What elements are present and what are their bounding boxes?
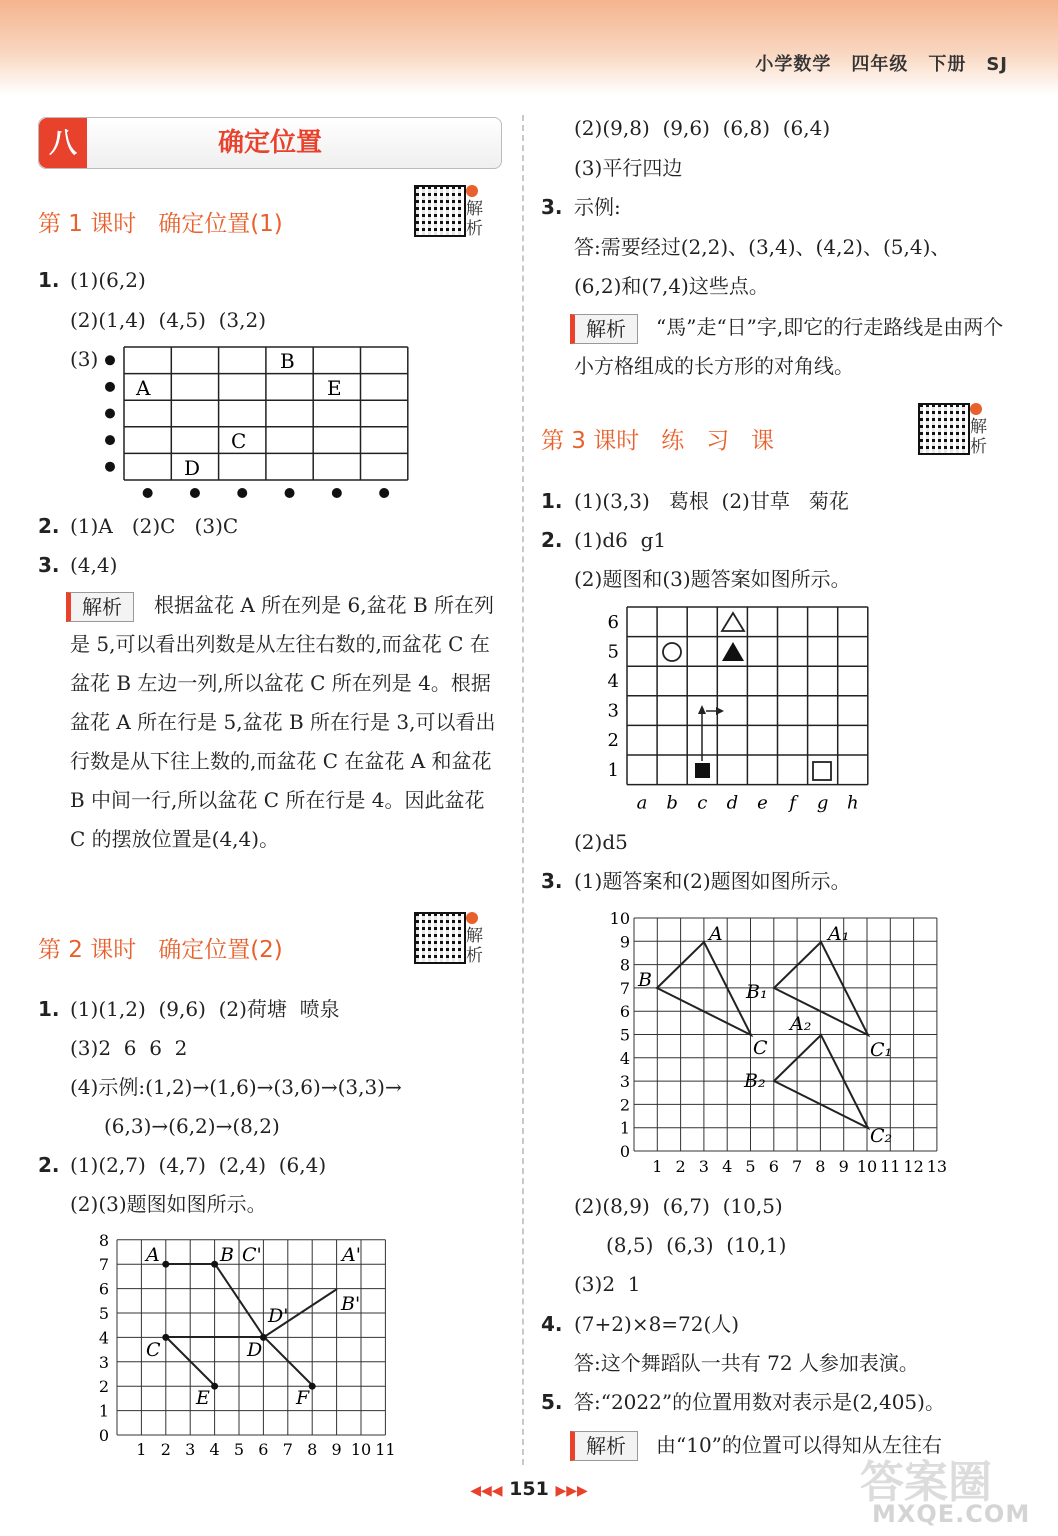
q-number: 1. [38,268,60,292]
x-tick-label: 6 [768,1157,779,1176]
y-tick-label: 4 [619,1048,630,1068]
y-tick-label: 5 [619,1025,630,1045]
x-tick-label: 1 [136,1440,147,1459]
label-d: D [247,1339,263,1361]
lesson2-title: 第 2 课时 确定位置(2) [38,937,283,963]
label-c: C [753,1037,768,1059]
unit-number: 八 [39,118,87,168]
label-a: A [146,1244,160,1266]
column-label: d [726,792,739,814]
label-c: C [146,1339,161,1361]
y-tick-label: 9 [619,932,630,952]
analysis-tag: 解析 [66,592,134,622]
l1-q1-3: (3) [70,347,99,371]
row-label: 2 [607,730,619,752]
x-tick-label: 12 [903,1157,924,1176]
header-volume: 下册 [928,54,967,75]
y-tick-label: 6 [619,1002,630,1022]
label-b1: B₁ [746,981,768,1003]
l2-q3-2: (2)(9,8) (9,6) (6,8) (6,4) [574,116,831,140]
label-f: F [296,1387,310,1409]
column-label: b [666,792,678,814]
x-tick-label: 6 [258,1440,269,1459]
analysis-tag: 解析 [570,314,638,344]
x-tick-label: 11 [880,1157,901,1176]
q-number: 1. [541,489,563,513]
y-tick-label: 7 [619,978,630,998]
l3-q4: (7+2)×8=72(人) [574,1312,740,1336]
l1-analysis: 根据盆花 A 所在列是 6,盆花 B 所在列是 5,可以看出列数是从左往右数的,而盆花 C 在盆花 B 左边一列,所以盆花 C 所在列是 4。根据盆花 A 所在行是 5,盆花 B 所在行是 3,可以看出行数是从下往上数的,而盆花 C 在盆花 A 和盆花 B 中间一行,所以盆花 C 所在行是 4。因此盆花 C 的摆放位置是(4,4)。 [70,593,496,851]
q-number: 2. [541,528,563,552]
x-tick-label: 8 [815,1157,826,1176]
grid-label-d: D [184,456,201,480]
x-tick-label: 2 [675,1157,686,1176]
grid-label-a: A [136,376,151,400]
x-tick-label: 9 [838,1157,849,1176]
y-tick-label: 1 [98,1401,109,1421]
q-number: 2. [38,514,60,538]
column-label: a [636,792,648,814]
label-d-prime: D' [268,1305,289,1327]
l3-q5: 答:“2022”的位置用数对表示是(2,405)。 [574,1390,945,1414]
x-tick-label: 10 [350,1440,372,1459]
y-tick-label: 7 [98,1255,109,1275]
row-label: 6 [607,611,619,633]
qr-label: 解析 [466,926,483,966]
column-label: e [757,792,768,814]
l3-q2-2: (2)题图和(3)题答案如图所示。 [574,567,851,591]
label-a1: A₁ [828,923,850,945]
row-label: 4 [607,671,619,692]
l2-q3-3: (3)平行四边 [574,156,683,180]
x-tick-label: 5 [745,1157,756,1176]
x-tick-label: 9 [331,1440,342,1459]
q-number: 2. [38,1153,60,1177]
l2-q2-1: (1)(2,7) (4,7) (2,4) (6,4) [70,1153,327,1177]
page-number: 151 [509,1478,549,1500]
y-tick-label: 10 [609,909,630,928]
l3-q2-3: (2)d5 [574,830,628,854]
label-e: E [196,1387,210,1409]
y-tick-label: 2 [98,1377,109,1397]
l3-q1: (1)(3,3) 葛根 (2)甘草 菊花 [574,489,849,513]
y-tick-label: 3 [619,1072,630,1092]
l2-q3: 示例: [574,195,621,219]
page-number-bar [0,1478,1058,1500]
y-tick-label: 1 [619,1118,630,1138]
label-c2: C₂ [870,1125,893,1147]
column-label: f [789,792,796,814]
lesson3-title: 第 3 课时 练 习 课 [541,428,775,454]
l1-q1-2: (2)(1,4) (4,5) (3,2) [70,308,266,332]
right-arrows-icon: ▶▶▶ [555,1483,588,1499]
y-tick-label: 8 [619,955,630,975]
qr-label: 解析 [466,199,483,239]
grid-label-e: E [327,376,342,400]
header-grade: 四年级 [851,54,909,75]
l2-q2-2: (2)(3)题图如图所示。 [70,1192,267,1216]
x-tick-label: 4 [209,1440,220,1459]
l3-q3-3: (3)2 1 [574,1272,641,1296]
l3-q3-2a: (2)(8,9) (6,7) (10,5) [574,1194,783,1218]
y-tick-label: 2 [619,1095,630,1115]
q-number: 1. [38,997,60,1021]
row-label: 3 [607,700,619,722]
label-b2: B₂ [744,1070,766,1092]
x-tick-label: 7 [792,1157,803,1176]
l3-analysis: 由“10”的位置可以得知从左往右 [656,1433,942,1457]
y-tick-label: 3 [98,1352,109,1372]
l2-q1-4b: (6,3)→(6,2)→(8,2) [104,1114,280,1138]
x-tick-label: 7 [282,1440,293,1459]
l3-q3-2b: (8,5) (6,3) (10,1) [606,1233,787,1257]
y-tick-label: 0 [619,1142,630,1161]
label-b-prime: B' [341,1293,361,1315]
label-a-prime: A' [342,1244,361,1266]
l2-analysis: “馬”走“日”字,即它的行走路线是由两个小方格组成的长方形的对角线。 [574,315,1004,378]
label-b: B [220,1244,234,1266]
l2-q1-3: (3)2 6 6 2 [70,1036,188,1060]
l3-q3: (1)题答案和(2)题图如图所示。 [574,869,851,893]
axis-ticks [610,909,947,1176]
watermark-logo: 答案圈 [860,1457,992,1508]
column-label: c [697,792,708,814]
row-label: 5 [607,641,619,663]
label-a2: A₂ [790,1013,812,1035]
qr-label: 解析 [970,417,987,457]
q-number: 4. [541,1312,563,1336]
watermark-url: MXQE.COM [872,1500,1031,1528]
label-c-prime: C' [242,1244,262,1266]
x-tick-label: 5 [233,1440,245,1459]
l1-q1-1: (1)(6,2) [70,268,146,292]
grid-label-b: B [280,349,295,373]
lesson1-title: 第 1 课时 确定位置(1) [38,211,283,237]
y-tick-label: 4 [98,1328,109,1348]
x-tick-label: 10 [856,1157,878,1176]
x-tick-label: 1 [652,1157,663,1176]
y-tick-label: 0 [98,1426,109,1445]
column-label: g [816,792,829,814]
x-tick-label: 3 [698,1157,709,1176]
header-edition: SJ [986,54,1008,75]
l2-q3-ans1: 答:需要经过(2,2)、(3,4)、(4,2)、(5,4)、 [574,235,951,259]
l1-q3: (4,4) [70,553,118,577]
l1-q2: (1)A (2)C (3)C [70,514,239,538]
header-subject: 小学数学 [755,54,832,75]
label-c1: C₁ [870,1039,893,1061]
y-tick-label: 5 [98,1304,109,1323]
x-tick-label: 2 [160,1440,171,1459]
x-tick-label: 8 [307,1440,318,1459]
q-number: 3. [541,869,563,893]
unit-title: 确定位置 [217,128,322,158]
q-number: 5. [541,1390,563,1414]
q-number: 3. [38,553,60,577]
row-label: 1 [607,759,619,781]
x-tick-label: 13 [926,1157,948,1176]
x-tick-label: 4 [722,1157,733,1176]
l2-q1-1: (1)(1,2) (9,6) (2)荷塘 喷泉 [70,997,340,1021]
y-tick-label: 6 [98,1279,109,1299]
column-label: h [846,792,859,814]
x-tick-label: 11 [375,1440,396,1459]
x-tick-label: 3 [185,1440,196,1459]
label-b: B [638,969,652,991]
y-tick-label: 8 [98,1230,109,1250]
l3-q4-ans: 答:这个舞蹈队一共有 72 人参加表演。 [574,1351,919,1375]
label-a: A [709,923,723,945]
q-number: 3. [541,195,563,219]
left-arrows-icon: ◀◀◀ [470,1483,503,1499]
l3-q2-1: (1)d6 g1 [574,528,667,552]
triangle-a1b1c1 [774,942,868,1035]
grid-label-c: C [231,429,247,453]
l2-q1-4a: (4)示例:(1,2)→(1,6)→(3,6)→(3,3)→ [70,1075,402,1099]
l2-q3-ans2: (6,2)和(7,4)这些点。 [574,274,769,298]
analysis-tag: 解析 [570,1431,638,1461]
grid-lines [634,918,937,1151]
